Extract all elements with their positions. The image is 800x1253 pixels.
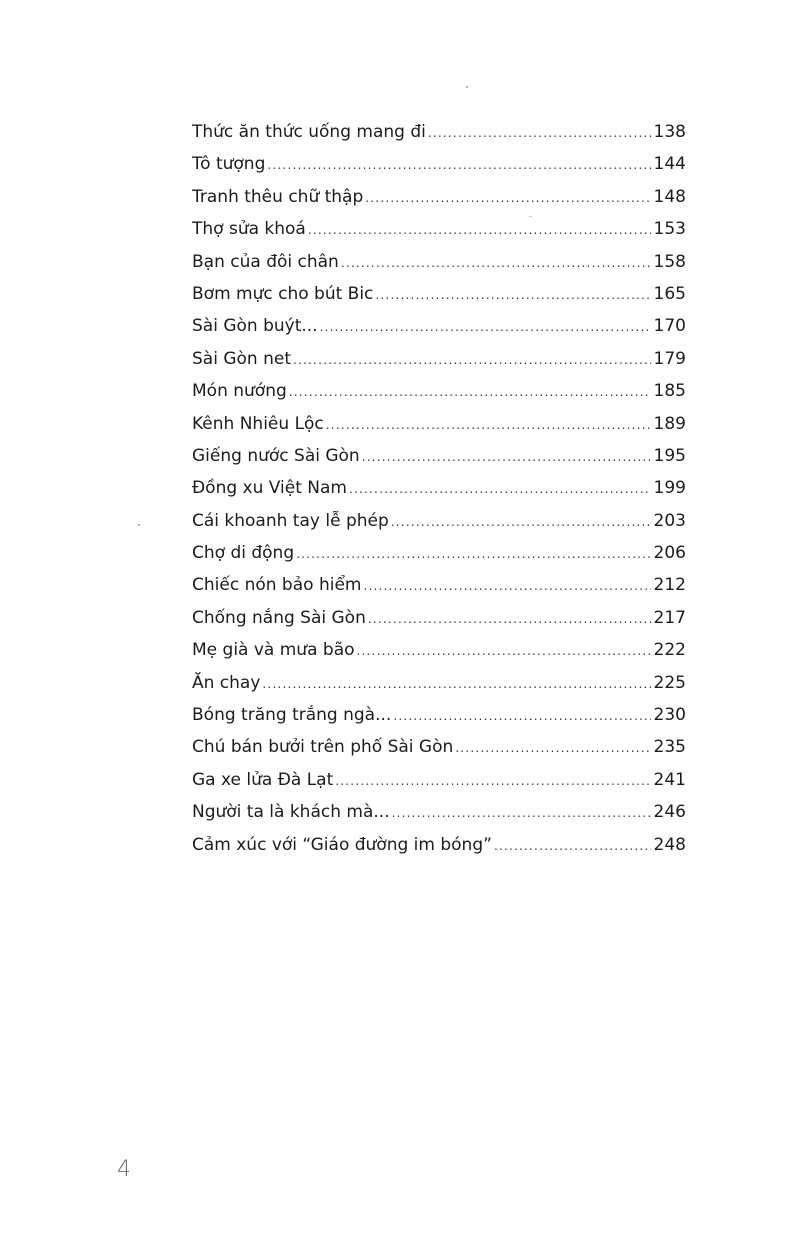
- toc-entry-page: 225: [653, 672, 686, 693]
- dot-leader: [349, 473, 651, 505]
- toc-entry-title: Chợ di động: [192, 543, 295, 564]
- toc-entry-page: 246: [653, 802, 686, 823]
- scan-speck: [466, 86, 468, 88]
- dot-leader: [428, 117, 651, 149]
- toc-entry[interactable]: [192, 634, 686, 666]
- toc-entry-page: 165: [653, 283, 686, 304]
- toc-entry-page: 179: [653, 348, 686, 369]
- toc-entry-title: Món nướng: [192, 381, 287, 402]
- toc-entry-title: Giếng nước Sài Gòn: [192, 445, 360, 466]
- toc-entry-title: Ăn chay: [192, 672, 261, 693]
- dot-leader: [326, 409, 651, 441]
- toc-entry[interactable]: [192, 310, 686, 342]
- toc-entry[interactable]: [192, 764, 686, 796]
- toc-entry-page: 199: [653, 478, 686, 499]
- toc-entry[interactable]: [192, 408, 686, 440]
- toc-entry[interactable]: [192, 440, 686, 472]
- dot-leader: [392, 797, 651, 829]
- toc-entry-page: 222: [653, 640, 686, 661]
- toc-entry[interactable]: [192, 569, 686, 601]
- dot-leader: [455, 732, 650, 764]
- toc-entry[interactable]: [192, 667, 686, 699]
- toc-entry-title: Bóng trăng trắng ngà...: [192, 705, 392, 726]
- toc-entry-page: 148: [653, 186, 686, 207]
- toc-entry-page: 153: [653, 219, 686, 240]
- scan-speck: [138, 524, 140, 526]
- toc-entry-title: Bạn của đôi chân: [192, 251, 339, 272]
- toc-entry-title: Thức ăn thức uống mang đi: [192, 122, 426, 142]
- toc-entry-title: Sài Gòn net: [192, 348, 291, 369]
- toc-entry-page: 144: [653, 154, 686, 175]
- toc-entry-page: 170: [653, 316, 686, 337]
- toc-entry-title: Chống nắng Sài Gòn: [192, 607, 366, 628]
- toc-entry-page: 212: [653, 575, 686, 596]
- toc-entry[interactable]: [192, 375, 686, 407]
- dot-leader: [308, 214, 651, 246]
- toc-entry-page: 203: [653, 510, 686, 531]
- toc-entry[interactable]: [192, 699, 686, 731]
- dot-leader: [267, 149, 650, 181]
- toc-entry[interactable]: [192, 148, 686, 180]
- dot-leader: [362, 441, 651, 473]
- toc-entry-page: 241: [653, 769, 686, 790]
- dot-leader: [296, 538, 650, 570]
- dot-leader: [368, 603, 651, 635]
- table-of-contents: [192, 116, 686, 861]
- toc-entry-title: Tranh thêu chữ thập: [192, 186, 364, 207]
- dot-leader: [365, 182, 650, 214]
- toc-entry-page: 189: [653, 413, 686, 434]
- toc-entry[interactable]: [192, 505, 686, 537]
- toc-entry[interactable]: [192, 796, 686, 828]
- toc-entry[interactable]: [192, 472, 686, 504]
- toc-entry-page: 230: [653, 705, 686, 726]
- toc-entry-title: Người ta là khách mà...: [192, 802, 390, 823]
- toc-entry[interactable]: [192, 246, 686, 278]
- toc-entry-page: 248: [653, 834, 686, 855]
- toc-entry-title: Thợ sửa khoá: [192, 219, 306, 240]
- dot-leader: [391, 506, 651, 538]
- toc-entry-page: 185: [653, 381, 686, 402]
- toc-entry-title: Cái khoanh tay lễ phép: [192, 510, 389, 531]
- toc-entry-page: 158: [653, 251, 686, 272]
- toc-entry-title: Mẹ già và mưa bão: [192, 640, 355, 661]
- dot-leader: [320, 311, 651, 343]
- toc-entry[interactable]: [192, 116, 686, 148]
- page-number: 4: [117, 1157, 131, 1182]
- toc-entry-page: 235: [653, 737, 686, 758]
- dot-leader: [363, 570, 650, 602]
- toc-entry[interactable]: [192, 537, 686, 569]
- toc-entry-page: 138: [653, 122, 686, 142]
- toc-entry[interactable]: [192, 181, 686, 213]
- toc-entry[interactable]: [192, 278, 686, 310]
- dot-leader: [335, 765, 650, 797]
- toc-entry[interactable]: [192, 343, 686, 375]
- toc-entry-title: Chú bán bưởi trên phố Sài Gòn: [192, 737, 454, 758]
- dot-leader: [341, 247, 651, 279]
- dot-leader: [289, 376, 651, 408]
- toc-entry-title: Ga xe lửa Đà Lạt: [192, 769, 334, 790]
- dot-leader: [494, 830, 651, 862]
- toc-entry[interactable]: [192, 829, 686, 861]
- toc-entry[interactable]: [192, 731, 686, 763]
- toc-entry[interactable]: [192, 602, 686, 634]
- toc-entry-title: Bơm mực cho bút Bic: [192, 283, 374, 304]
- toc-entry-title: Sài Gòn buýt...: [192, 316, 318, 337]
- toc-entry-title: Cảm xúc với “Giáo đường im bóng”: [192, 834, 492, 855]
- dot-leader: [375, 279, 650, 311]
- toc-entry-page: 206: [653, 543, 686, 564]
- toc-entry-title: Kênh Nhiêu Lộc: [192, 413, 324, 434]
- toc-entry-page: 195: [653, 445, 686, 466]
- toc-entry-title: Chiếc nón bảo hiểm: [192, 575, 362, 596]
- toc-entry[interactable]: [192, 213, 686, 245]
- toc-entry-title: Đồng xu Việt Nam: [192, 478, 347, 499]
- dot-leader: [293, 344, 651, 376]
- dot-leader: [393, 700, 650, 732]
- toc-entry-title: Tô tượng: [192, 154, 266, 175]
- dot-leader: [357, 635, 651, 667]
- toc-entry-page: 217: [653, 607, 686, 628]
- dot-leader: [262, 668, 650, 700]
